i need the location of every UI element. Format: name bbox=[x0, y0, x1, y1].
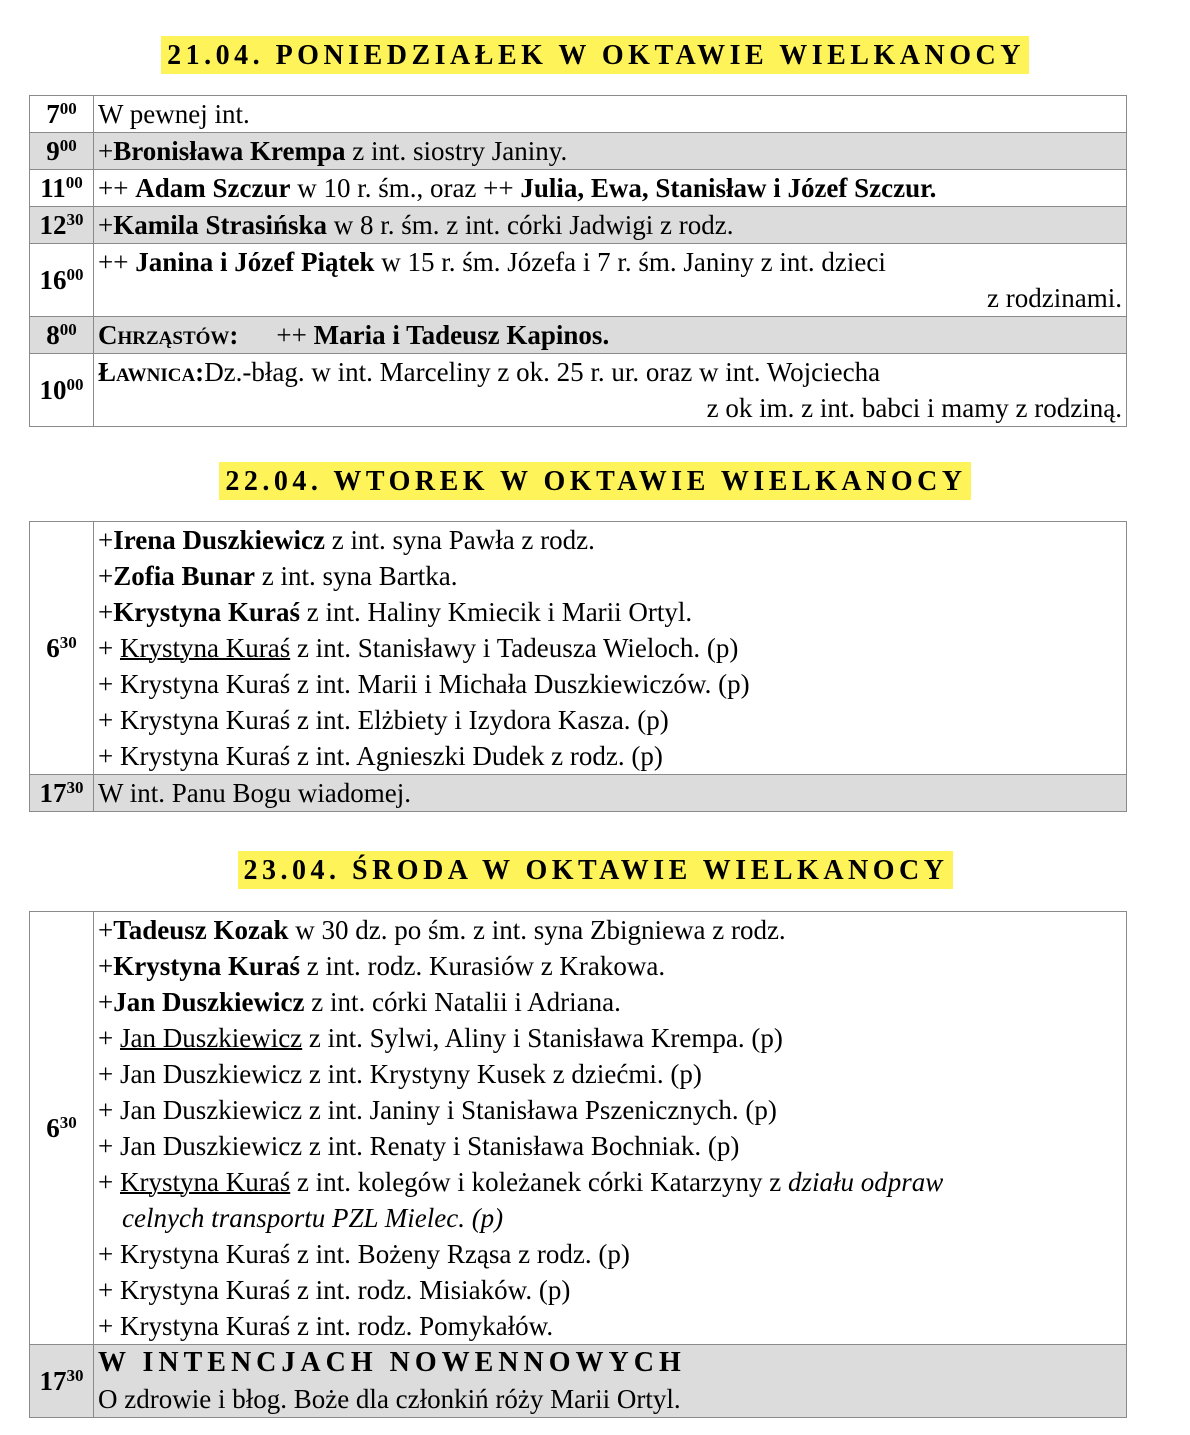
text-span: Krystyna Kuraś bbox=[119, 633, 291, 663]
text-span: O zdrowie i błog. Boże dla członkiń róży Marii Ortyl. bbox=[98, 1384, 681, 1414]
table-row bbox=[30, 1345, 1127, 1418]
text-span: z rodzinami. bbox=[987, 283, 1122, 313]
list-item bbox=[98, 522, 1122, 558]
text-span: Krystyna Kuraś bbox=[113, 597, 300, 627]
list-item bbox=[98, 984, 1122, 1020]
text-span: + bbox=[98, 987, 114, 1017]
text-span: 6 bbox=[46, 1113, 60, 1143]
list-item bbox=[98, 1020, 1122, 1056]
mass-time bbox=[30, 133, 94, 170]
mass-time bbox=[30, 912, 94, 1345]
list-item bbox=[98, 666, 1122, 702]
day-heading bbox=[0, 462, 1190, 500]
text-span: Dz.-błag. w int. Marceliny z ok. 25 r. ur. oraz w int. Wojciecha bbox=[204, 357, 881, 387]
text-span: + bbox=[98, 1239, 114, 1269]
text-span: + bbox=[98, 1311, 114, 1341]
table-row bbox=[30, 775, 1127, 812]
intention-cell bbox=[94, 96, 1127, 133]
text-span: + bbox=[98, 597, 114, 627]
text-span: Janina i Józef Piątek bbox=[135, 247, 375, 277]
text-span: 00 bbox=[65, 173, 83, 192]
text-span: Krystyna Kuraś z int. Elżbiety i Izydora Kasza. (p) bbox=[119, 705, 669, 735]
text-span: z int. syna Bartka. bbox=[255, 561, 458, 591]
list-item bbox=[98, 1128, 1122, 1164]
text-span: w 10 r. śm., oraz bbox=[290, 173, 484, 203]
table-row bbox=[30, 912, 1127, 1345]
text-span: W pewnej int. bbox=[98, 99, 250, 129]
list-item bbox=[98, 1308, 1122, 1344]
place-label: Chrząstów: bbox=[98, 320, 239, 350]
mass-schedule-table bbox=[29, 521, 1127, 812]
intention-cell bbox=[94, 244, 1127, 317]
text-span: 30 bbox=[66, 1366, 84, 1385]
text-span: Krystyna Kuraś bbox=[119, 1167, 291, 1197]
text-span: Jan Duszkiewicz z int. Renaty i Stanisława Bochniak. (p) bbox=[119, 1131, 740, 1161]
intention-cell bbox=[94, 775, 1127, 812]
day-heading-text: 22.04. WTOREK W OKTAWIE WIELKANOCY bbox=[219, 462, 970, 500]
day-heading bbox=[0, 851, 1190, 889]
list-item bbox=[98, 558, 1122, 594]
text-span: z int. siostry Janiny. bbox=[345, 136, 568, 166]
text-span: Jan Duszkiewicz bbox=[119, 1023, 303, 1053]
place-label: Ławnica: bbox=[98, 357, 205, 387]
intention-cell bbox=[94, 1345, 1127, 1418]
text-span: 30 bbox=[66, 778, 84, 797]
text-span: 10 bbox=[39, 375, 67, 405]
list-item-continuation bbox=[98, 1200, 1122, 1236]
list-item bbox=[98, 1092, 1122, 1128]
list-item bbox=[98, 1272, 1122, 1308]
table-row bbox=[30, 244, 1127, 317]
text-span: z int. Haliny Kmiecik i Marii Ortyl. bbox=[300, 597, 693, 627]
text-span: Zofia Bunar bbox=[113, 561, 256, 591]
text-span: W int. Panu Bogu wiadomej. bbox=[98, 778, 411, 808]
text-span: + bbox=[98, 561, 114, 591]
text-span: + bbox=[98, 1095, 114, 1125]
text-span: 17 bbox=[39, 778, 67, 808]
mass-time bbox=[30, 170, 94, 207]
text-span: 9 bbox=[46, 136, 60, 166]
list-item bbox=[98, 594, 1122, 630]
table-row bbox=[30, 354, 1127, 427]
text-span: + bbox=[98, 951, 114, 981]
text-span: Krystyna Kuraś z int. Agnieszki Dudek z rodz. (p) bbox=[119, 741, 663, 771]
text-span: z int. córki Natalii i Adriana. bbox=[304, 987, 621, 1017]
text-span: z int. syna Pawła z rodz. bbox=[324, 525, 595, 555]
mass-schedule-table bbox=[29, 911, 1127, 1418]
text-span: Irena Duszkiewicz bbox=[113, 525, 325, 555]
text-span: 00 bbox=[59, 136, 77, 155]
text-span: 16 bbox=[39, 265, 67, 295]
text-span: w 8 r. śm. z int. córki Jadwigi z rodz. bbox=[327, 210, 734, 240]
text-span: 00 bbox=[59, 320, 77, 339]
mass-time bbox=[30, 317, 94, 354]
text-span: 12 bbox=[39, 210, 67, 240]
text-span: 30 bbox=[59, 633, 77, 652]
text-span: + bbox=[98, 633, 114, 663]
novena-title: W INTENCJACH NOWENNOWYCH bbox=[98, 1347, 686, 1378]
text-span: Jan Duszkiewicz z int. Janiny i Stanisława Pszenicznych. (p) bbox=[119, 1095, 777, 1125]
list-item bbox=[98, 912, 1122, 948]
text-span: z int. Sylwi, Aliny i Stanisława Krempa. (p) bbox=[302, 1023, 783, 1053]
intention-cell bbox=[94, 207, 1127, 244]
intention-cell bbox=[94, 354, 1127, 427]
text-span: + bbox=[98, 525, 114, 555]
table-row bbox=[30, 96, 1127, 133]
text-span: ++ bbox=[276, 320, 314, 350]
mass-time bbox=[30, 775, 94, 812]
text-span: + bbox=[98, 210, 114, 240]
text-span: ++ bbox=[483, 173, 521, 203]
mass-schedule-table bbox=[29, 95, 1127, 427]
text-span: Krystyna Kuraś bbox=[113, 951, 300, 981]
text-span: 11 bbox=[40, 173, 66, 203]
day-heading-text: 23.04. ŚRODA W OKTAWIE WIELKANOCY bbox=[238, 851, 953, 889]
intention-cell bbox=[94, 133, 1127, 170]
day-heading bbox=[0, 36, 1190, 74]
list-item bbox=[98, 702, 1122, 738]
text-span: celnych transportu PZL Mielec. (p) bbox=[122, 1203, 504, 1233]
text-span: Krystyna Kuraś z int. rodz. Misiaków. (p) bbox=[119, 1275, 571, 1305]
text-span: 00 bbox=[59, 99, 77, 118]
table-row bbox=[30, 133, 1127, 170]
list-item bbox=[98, 1236, 1122, 1272]
text-span: 30 bbox=[59, 1113, 77, 1132]
text-span: + bbox=[98, 1059, 114, 1089]
text-span: + bbox=[98, 1131, 114, 1161]
text-span: + bbox=[98, 136, 114, 166]
table-row bbox=[30, 317, 1127, 354]
list-item bbox=[98, 1056, 1122, 1092]
text-span: + bbox=[98, 1023, 114, 1053]
intention-cell bbox=[94, 317, 1127, 354]
text-span: ++ bbox=[98, 173, 136, 203]
text-span: z int. rodz. Kurasiów z Krakowa. bbox=[300, 951, 666, 981]
mass-time bbox=[30, 354, 94, 427]
text-span: 7 bbox=[46, 99, 60, 129]
mass-time bbox=[30, 522, 94, 775]
text-span: 17 bbox=[39, 1366, 67, 1396]
text-span: 00 bbox=[66, 375, 84, 394]
intention-cell bbox=[94, 912, 1127, 1345]
table-row bbox=[30, 170, 1127, 207]
mass-time bbox=[30, 244, 94, 317]
text-span: Adam Szczur bbox=[135, 173, 291, 203]
text-span: w 15 r. śm. Józefa i 7 r. śm. Janiny z int. dzieci bbox=[374, 247, 886, 277]
text-span: + bbox=[98, 669, 114, 699]
text-span: Krystyna Kuraś z int. Bożeny Rząsa z rodz. (p) bbox=[119, 1239, 630, 1269]
text-span: z int. kolegów i koleżanek córki Katarzyny z bbox=[290, 1167, 789, 1197]
text-span: + bbox=[98, 1167, 114, 1197]
text-span: 8 bbox=[46, 320, 60, 350]
intention-cell bbox=[94, 522, 1127, 775]
text-span: + bbox=[98, 741, 114, 771]
text-span: Maria i Tadeusz Kapinos. bbox=[313, 320, 610, 350]
list-item bbox=[98, 630, 1122, 666]
text-span: ++ bbox=[98, 247, 136, 277]
text-span: + bbox=[98, 915, 114, 945]
text-span: Tadeusz Kozak bbox=[113, 915, 289, 945]
text-span: z int. Stanisławy i Tadeusza Wieloch. (p) bbox=[290, 633, 739, 663]
table-row bbox=[30, 522, 1127, 775]
text-span: Jan Duszkiewicz z int. Krystyny Kusek z dziećmi. (p) bbox=[119, 1059, 702, 1089]
text-span: 6 bbox=[46, 633, 60, 663]
list-item bbox=[98, 1164, 1122, 1200]
text-span: działu odpraw bbox=[788, 1167, 944, 1197]
mass-time bbox=[30, 96, 94, 133]
text-span: Kamila Strasińska bbox=[113, 210, 328, 240]
mass-time bbox=[30, 207, 94, 244]
mass-time bbox=[30, 1345, 94, 1418]
text-span: Krystyna Kuraś z int. rodz. Pomykałów. bbox=[119, 1311, 554, 1341]
text-span: Krystyna Kuraś z int. Marii i Michała Duszkiewiczów. (p) bbox=[119, 669, 750, 699]
text-span: + bbox=[98, 1275, 114, 1305]
list-item bbox=[98, 948, 1122, 984]
table-row bbox=[30, 207, 1127, 244]
intention-cell bbox=[94, 170, 1127, 207]
text-span: + bbox=[98, 705, 114, 735]
text-span: Julia, Ewa, Stanisław i Józef Szczur. bbox=[520, 173, 937, 203]
text-span: z ok im. z int. babci i mamy z rodziną. bbox=[706, 393, 1122, 423]
text-span: Bronisława Krempa bbox=[113, 136, 346, 166]
text-span: 30 bbox=[66, 210, 84, 229]
text-span: 00 bbox=[66, 265, 84, 284]
day-heading-text: 21.04. PONIEDZIAŁEK W OKTAWIE WIELKANOCY bbox=[161, 36, 1029, 74]
text-span: w 30 dz. po śm. z int. syna Zbigniewa z rodz. bbox=[288, 915, 786, 945]
text-span: Jan Duszkiewicz bbox=[113, 987, 305, 1017]
list-item bbox=[98, 738, 1122, 774]
